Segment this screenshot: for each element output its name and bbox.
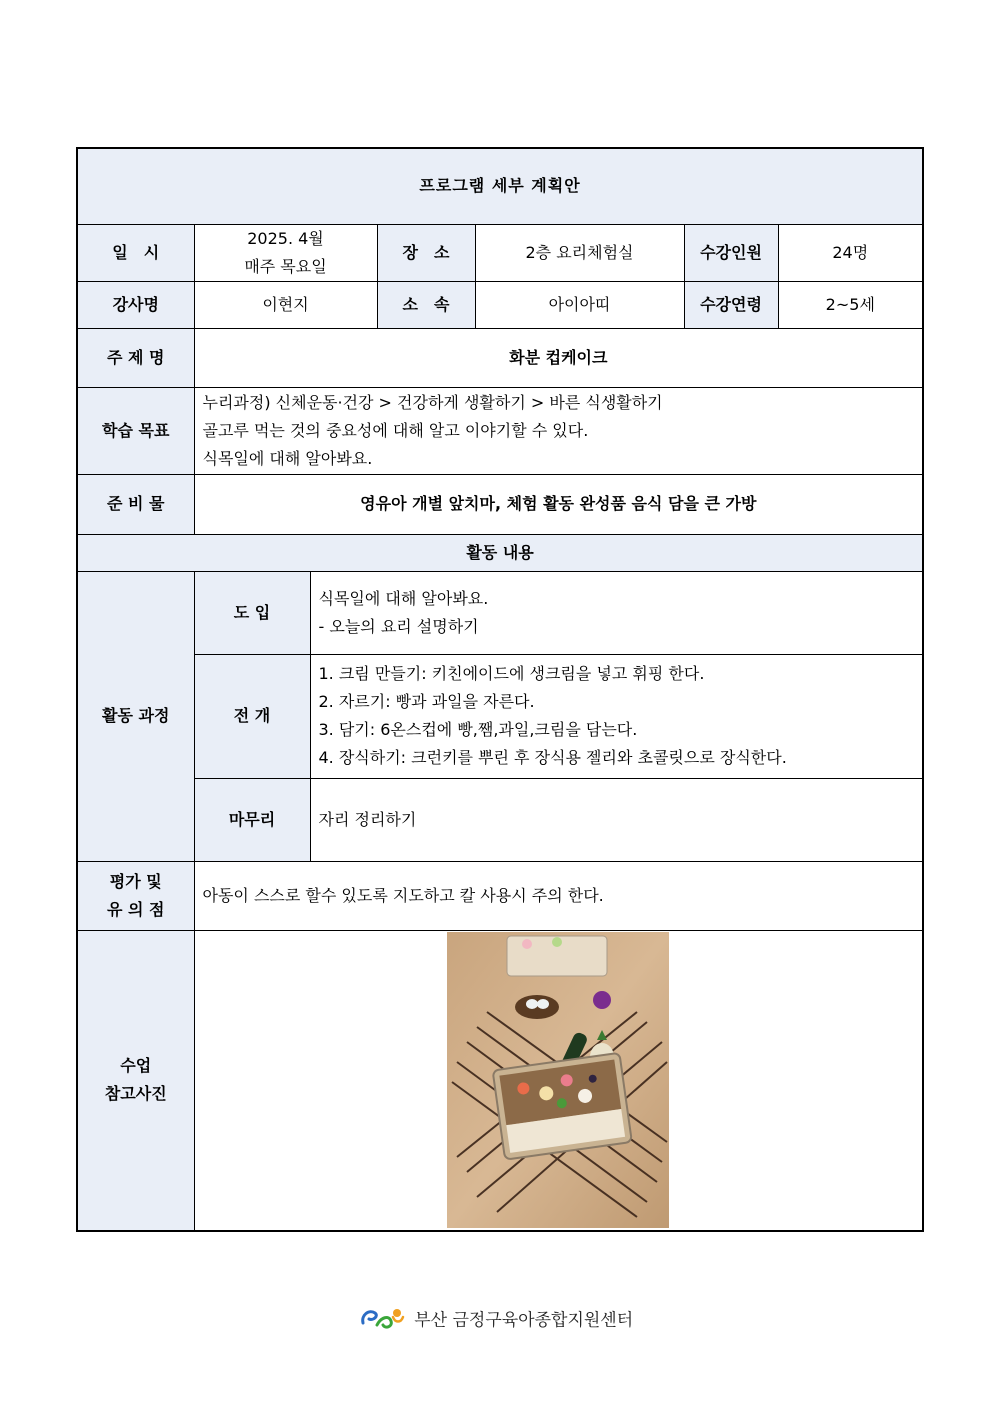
goal-line: 식목일에 대해 알아봐요. (202, 448, 373, 468)
affiliation-value: 아이아띠 (475, 281, 684, 328)
instructor-value: 이현지 (194, 281, 377, 328)
intro-line: - 오늘의 요리 설명하기 (318, 616, 479, 636)
date-value (194, 224, 377, 281)
topic-value: 화분 컵케이크 (194, 328, 923, 387)
intro-value (310, 571, 923, 654)
develop-line: 2. 자르기: 빵과 과일을 자른다. (318, 692, 535, 711)
date-line1: 2025. 4월 (247, 228, 324, 248)
instructor-label: 강사명 (77, 281, 194, 328)
closing-label: 마무리 (194, 778, 310, 861)
activity-section-title: 활동 내용 (77, 534, 923, 571)
date-line2: 매주 목요일 (244, 256, 327, 276)
intro-label: 도 입 (194, 571, 310, 654)
footer (0, 1305, 992, 1331)
develop-value (310, 654, 923, 778)
center-logo-icon (359, 1305, 405, 1331)
goal-line: 골고루 먹는 것의 중요성에 대해 알고 이야기할 수 있다. (202, 420, 589, 440)
evaluation-label-line2: 유 의 점 (106, 899, 165, 919)
place-value: 2층 요리체험실 (475, 224, 684, 281)
goal-line: 누리과정) 신체운동·건강 > 건강하게 생활하기 > 바른 식생활하기 (202, 392, 663, 412)
evaluation-label (77, 861, 194, 930)
footer-org-name: 부산 금정구육아종합지원센터 (414, 1310, 634, 1331)
intro-line: 식목일에 대해 알아봐요. (318, 588, 489, 608)
evaluation-value: 아동이 스스로 할수 있도록 지도하고 칼 사용시 주의 한다. (194, 861, 923, 930)
photo-label-line2: 참고사진 (104, 1084, 167, 1104)
develop-line: 1. 크림 만들기: 키친에이드에 생크림을 넣고 휘핑 한다. (318, 664, 705, 683)
closing-value: 자리 정리하기 (310, 778, 923, 861)
develop-line: 4. 장식하기: 크런키를 뿌린 후 장식용 젤리와 초콜릿으로 장식한다. (318, 748, 787, 767)
capacity-label: 수강인원 (684, 224, 778, 281)
page-title: 프로그램 세부 계획안 (77, 148, 923, 224)
age-value: 2~5세 (778, 281, 923, 328)
materials-value: 영유아 개별 앞치마, 체험 활동 완성품 음식 담을 큰 가방 (194, 474, 923, 534)
process-label: 활동 과정 (77, 571, 194, 861)
evaluation-label-line1: 평가 및 (109, 871, 162, 891)
age-label: 수강연령 (684, 281, 778, 328)
materials-label: 준 비 물 (77, 474, 194, 534)
capacity-value: 24명 (778, 224, 923, 281)
reference-photo (447, 932, 669, 1228)
photo-label-line1: 수업 (120, 1056, 152, 1076)
photo-label (77, 930, 194, 1231)
goals-value (194, 387, 923, 474)
program-plan-table (76, 147, 924, 1232)
affiliation-label: 소 속 (377, 281, 475, 328)
develop-line: 3. 담기: 6온스컵에 빵,쨈,과일,크림을 담는다. (318, 720, 638, 739)
goals-label: 학습 목표 (77, 387, 194, 474)
topic-label: 주 제 명 (77, 328, 194, 387)
place-label: 장 소 (377, 224, 475, 281)
photo-cell (194, 930, 923, 1231)
date-label: 일 시 (77, 224, 194, 281)
develop-label: 전 개 (194, 654, 310, 778)
